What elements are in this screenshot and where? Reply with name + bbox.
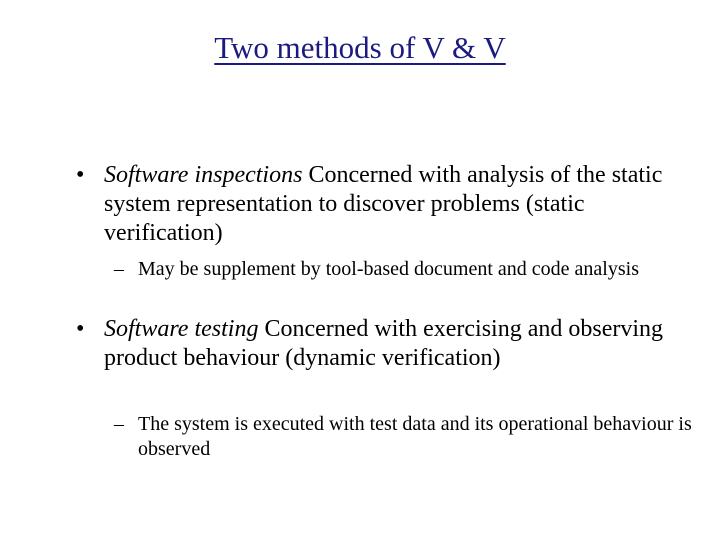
bullet-emphasis: Software testing bbox=[104, 316, 259, 342]
sub-bullet-text: The system is executed with test data and its operational behaviour is observed bbox=[138, 413, 692, 460]
slide-title: Two methods of V & V bbox=[214, 30, 506, 65]
bullet-body: Concerned with exercising and observing product behaviour (dynamic verification) bbox=[104, 316, 664, 371]
sub-bullet-item bbox=[114, 412, 698, 462]
sub-bullet-text: May be supplement by tool-based document and code analysis bbox=[138, 258, 639, 280]
sub-bullet-marker: – bbox=[114, 413, 124, 435]
bullet-item bbox=[76, 315, 694, 373]
bullet-item bbox=[76, 161, 694, 248]
bullet-marker: • bbox=[76, 316, 85, 342]
sub-bullet-marker: – bbox=[114, 258, 124, 280]
bullet-body: Concerned with analysis of the static system representation to discover problems (static verification) bbox=[104, 162, 663, 246]
bullet-text bbox=[104, 162, 662, 246]
bullet-emphasis: Software inspections bbox=[104, 162, 303, 188]
bullet-marker: • bbox=[76, 162, 85, 188]
sub-bullet-item bbox=[114, 257, 698, 282]
bullet-text bbox=[104, 316, 663, 371]
